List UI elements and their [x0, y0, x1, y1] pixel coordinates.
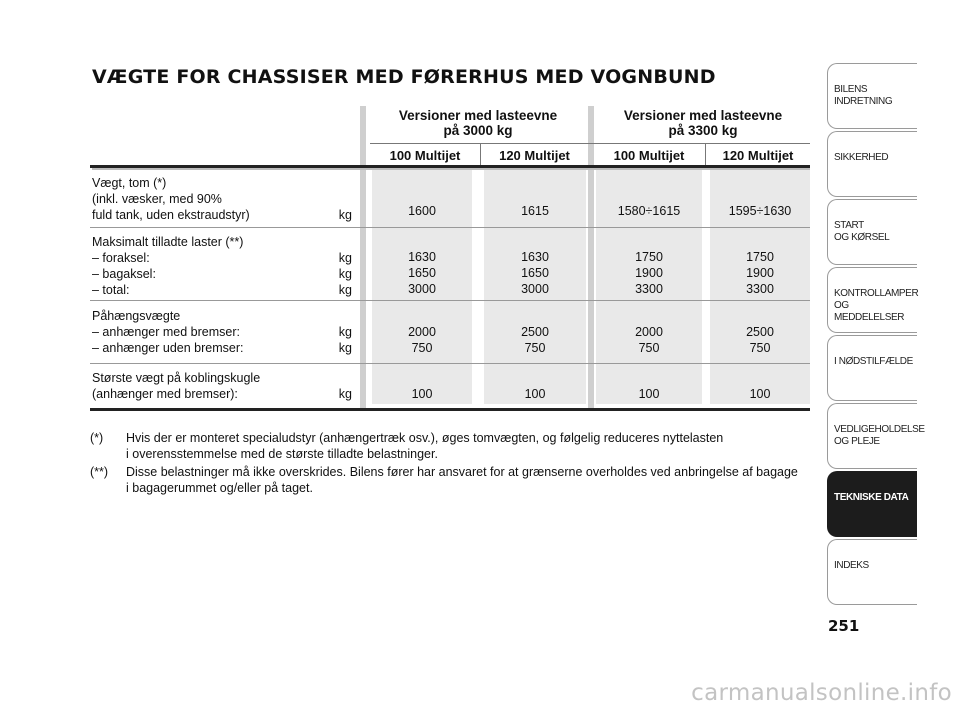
- label-text: – anhænger med bremser:: [92, 325, 240, 339]
- footnote-text: [126, 465, 810, 496]
- cell-value: [596, 386, 702, 402]
- label-text: – foraksel:: [92, 251, 150, 265]
- value-text: 2000: [635, 325, 663, 339]
- value-text: 1630: [521, 250, 549, 264]
- tab-label: SIKKERHED: [834, 152, 889, 163]
- cell-value: [484, 324, 586, 356]
- cell-value: [596, 203, 702, 219]
- tab-label: KONTROLLAMPER OG MEDDELELSER: [834, 288, 919, 323]
- row-label-trailer-weights: [92, 308, 352, 356]
- label-text: – bagaksel:: [92, 267, 156, 281]
- unit-text: kg: [338, 208, 352, 222]
- value-text: 1750: [746, 250, 774, 264]
- value-text: 750: [411, 341, 433, 355]
- page-number: 251: [828, 617, 860, 635]
- tab-kontrollamper[interactable]: [827, 267, 917, 333]
- table-bottom-rule: [90, 408, 810, 411]
- cell-value: [372, 249, 472, 297]
- group-header-line: Versioner med lasteevne: [398, 108, 558, 123]
- tab-label: I NØDSTILFÆLDE: [834, 356, 913, 367]
- cell-value: [484, 203, 586, 219]
- row-divider: [90, 300, 810, 301]
- tab-label: START OG KØRSEL: [834, 220, 890, 243]
- tab-label: VEDLIGEHOLDELSE OG PLEJE: [834, 424, 925, 447]
- footnote: [90, 465, 810, 496]
- label-text: Største vægt på koblingskugle: [92, 371, 261, 385]
- cell-value: [710, 324, 810, 356]
- cell-value: [484, 249, 586, 297]
- cell-value: [372, 203, 472, 219]
- value-text: 1750: [635, 250, 663, 264]
- value-text: 1615: [521, 204, 549, 218]
- column-header: 120 Multijet: [499, 148, 570, 163]
- value-text: 1595÷1630: [728, 204, 792, 218]
- unit-text: kg: [338, 251, 352, 265]
- value-text: 1650: [408, 266, 436, 280]
- cell-value: [710, 249, 810, 297]
- row-label-max-loads: [92, 234, 352, 298]
- row-label-empty-weight: [92, 175, 352, 223]
- group-header-3300: [596, 108, 810, 138]
- label-text: Påhængsvægte: [92, 309, 181, 323]
- cell-value: [710, 386, 810, 402]
- footnote-line: i bagagerummet og/eller på taget.: [126, 480, 313, 495]
- value-text: 3000: [408, 282, 436, 296]
- cell-value: [372, 324, 472, 356]
- label-text: (anhænger med bremser):: [92, 387, 238, 401]
- label-text: (inkl. væsker, med 90%: [92, 192, 222, 206]
- unit-text: [336, 191, 352, 207]
- cell-value: [596, 249, 702, 297]
- page-title: VÆGTE FOR CHASSISER MED FØRERHUS MED VOGNBUND: [92, 66, 716, 88]
- value-text: 750: [749, 341, 771, 355]
- cell-value: [596, 324, 702, 356]
- value-text: 2500: [746, 325, 774, 339]
- header-rule: [370, 143, 810, 144]
- footnote-line: Disse belastninger må ikke overskrides. Bilens fører har ansvaret for at grænserne overholdes ved anbringelse af bagage: [126, 465, 798, 479]
- group-header-line: Versioner med lasteevne: [623, 108, 783, 123]
- label-text: Maksimalt tilladte laster (**): [92, 235, 244, 249]
- column-divider-stripe: [360, 106, 366, 410]
- value-text: 3300: [746, 282, 774, 296]
- tab-start-og-korsel[interactable]: [827, 199, 917, 265]
- unit-text: kg: [338, 325, 352, 339]
- value-text: 750: [524, 341, 546, 355]
- unit-text: kg: [338, 267, 352, 281]
- row-divider: [90, 227, 810, 228]
- value-text: 2000: [408, 325, 436, 339]
- unit-text: kg: [338, 341, 352, 355]
- tab-tekniske-data[interactable]: [827, 471, 917, 537]
- label-text: Vægt, tom (*): [92, 176, 167, 190]
- footnotes: [90, 431, 810, 499]
- value-text: 1650: [521, 266, 549, 280]
- tab-label: INDEKS: [834, 560, 869, 571]
- value-text: 3300: [635, 282, 663, 296]
- tab-i-nodstilfaelde[interactable]: [827, 335, 917, 401]
- tab-label: BILENS INDRETNING: [834, 84, 893, 107]
- footnote-line: i overensstemmelse med de største tilladte belastninger.: [126, 446, 438, 461]
- label-text: – total:: [92, 283, 130, 297]
- label-text: fuld tank, uden ekstraudstyr): [92, 208, 250, 222]
- unit-text: [336, 175, 352, 191]
- group-header-line: på 3000 kg: [443, 123, 513, 138]
- table-top-shadow: [92, 168, 810, 170]
- footnote-line: Hvis der er monteret specialudstyr (anhængertræk osv.), øges tomvægten, og følgelig reduceres nyttelasten: [126, 431, 724, 445]
- value-text: 100: [638, 387, 660, 401]
- value-text: 750: [638, 341, 660, 355]
- footnote-text: [126, 431, 810, 462]
- tab-sikkerhed[interactable]: [827, 131, 917, 197]
- unit-text: [336, 370, 352, 386]
- value-text: 1900: [635, 266, 663, 280]
- unit-text: kg: [338, 283, 352, 297]
- value-text: 100: [524, 387, 546, 401]
- row-divider: [90, 363, 810, 364]
- unit-text: [336, 234, 352, 250]
- value-text: 100: [411, 387, 433, 401]
- tab-label: TEKNISKE DATA: [834, 492, 909, 503]
- cell-value: [372, 386, 472, 402]
- group-header-3000: [370, 108, 586, 138]
- tab-indeks[interactable]: [827, 539, 917, 605]
- column-header: 100 Multijet: [613, 148, 685, 163]
- value-text: 1600: [408, 204, 436, 218]
- footnote-mark: (**): [90, 465, 109, 479]
- value-text: 3000: [521, 282, 549, 296]
- tab-bilens-indretning[interactable]: [827, 63, 917, 129]
- footnote-mark: (*): [90, 431, 104, 445]
- footnote: [90, 431, 810, 462]
- tab-vedligeholdelse[interactable]: [827, 403, 925, 469]
- value-text: 1630: [408, 250, 436, 264]
- value-text: 2500: [521, 325, 549, 339]
- label-text: – anhænger uden bremser:: [92, 341, 244, 355]
- column-header: 120 Multijet: [722, 148, 794, 163]
- column-header: 100 Multijet: [389, 148, 461, 163]
- value-text: 1580÷1615: [617, 204, 681, 218]
- row-label-coupling-ball: [92, 370, 352, 402]
- unit-text: [336, 308, 352, 324]
- watermark: carmanualsonline.info: [691, 680, 952, 706]
- value-text: 100: [749, 387, 771, 401]
- group-header-line: på 3300 kg: [668, 123, 738, 138]
- value-text: 1900: [746, 266, 774, 280]
- unit-text: kg: [338, 387, 352, 401]
- cell-value: [710, 203, 810, 219]
- cell-value: [484, 386, 586, 402]
